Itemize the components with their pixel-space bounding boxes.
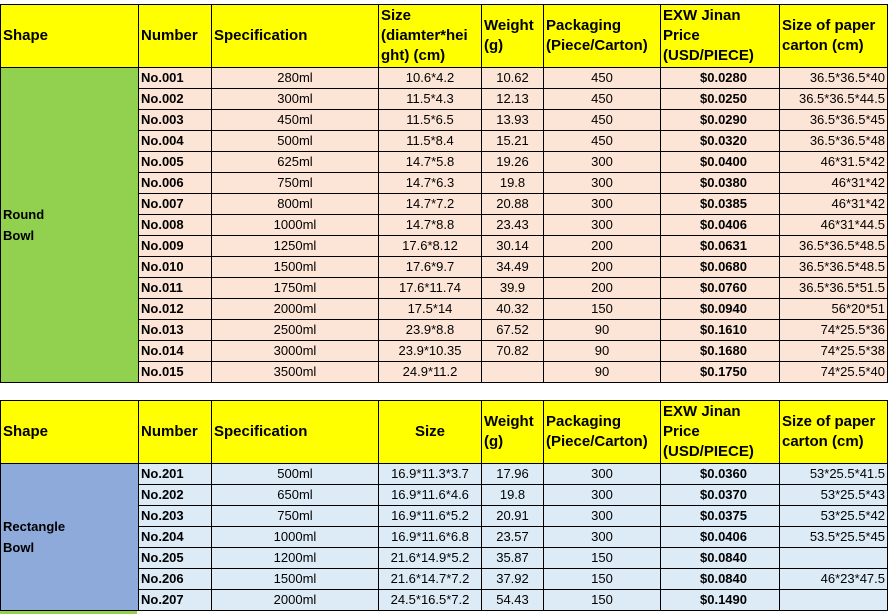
price-cell: $0.0680: [661, 257, 780, 278]
number-cell: No.010: [139, 257, 212, 278]
weight-cell: 67.52: [482, 320, 544, 341]
carton-size-cell: 46*31*44.5: [780, 215, 888, 236]
number-cell: No.013: [139, 320, 212, 341]
weight-cell: 19.8: [482, 173, 544, 194]
size-cell: 24.9*11.2: [379, 362, 482, 383]
packaging-cell: 300: [544, 506, 661, 527]
size-cell: 23.9*8.8: [379, 320, 482, 341]
size-cell: 17.6*11.74: [379, 278, 482, 299]
header-number: Number: [139, 401, 212, 464]
carton-size-cell: 53*25.5*41.5: [780, 464, 888, 485]
shape-label: [1, 68, 139, 383]
carton-size-cell: 46*31.5*42: [780, 152, 888, 173]
weight-cell: 23.57: [482, 527, 544, 548]
header-price: EXW Jinan Price (USD/PIECE): [661, 5, 780, 68]
carton-size-cell: 36.5*36.5*45: [780, 110, 888, 131]
packaging-cell: 450: [544, 68, 661, 89]
shape-label-line: Bowl: [3, 540, 35, 555]
number-cell: No.008: [139, 215, 212, 236]
specification-cell: 1200ml: [212, 548, 379, 569]
shape-label-line: Bowl: [3, 228, 35, 243]
packaging-cell: 200: [544, 236, 661, 257]
carton-size-cell: 36.5*36.5*48.5: [780, 257, 888, 278]
packaging-cell: 300: [544, 194, 661, 215]
size-cell: 24.5*16.5*7.2: [379, 590, 482, 611]
header-specification: Specification: [212, 5, 379, 68]
specification-cell: 1000ml: [212, 215, 379, 236]
carton-size-cell: 46*31*42: [780, 173, 888, 194]
packaging-cell: 450: [544, 131, 661, 152]
carton-size-cell: 36.5*36.5*40: [780, 68, 888, 89]
number-cell: No.201: [139, 464, 212, 485]
header-weight: Weight (g): [482, 401, 544, 464]
price-cell: $0.0370: [661, 485, 780, 506]
specification-cell: 500ml: [212, 131, 379, 152]
weight-cell: 13.93: [482, 110, 544, 131]
carton-size-cell: 46*23*47.5: [780, 569, 888, 590]
header-price: EXW Jinan Price (USD/PIECE): [661, 401, 780, 464]
header-carton: Size of paper carton (cm): [780, 401, 888, 464]
price-cell: $0.0406: [661, 527, 780, 548]
weight-cell: 17.96: [482, 464, 544, 485]
round-bowl-table: [0, 4, 888, 383]
price-cell: $0.0280: [661, 68, 780, 89]
specification-cell: 1000ml: [212, 527, 379, 548]
table-row: [1, 464, 888, 485]
carton-size-cell: 53.5*25.5*45: [780, 527, 888, 548]
size-cell: 16.9*11.3*3.7: [379, 464, 482, 485]
number-cell: No.204: [139, 527, 212, 548]
weight-cell: 39.9: [482, 278, 544, 299]
header-shape: Shape: [1, 5, 139, 68]
specification-cell: 750ml: [212, 506, 379, 527]
price-cell: $0.1490: [661, 590, 780, 611]
weight-cell: 35.87: [482, 548, 544, 569]
packaging-cell: 450: [544, 89, 661, 110]
weight-cell: 40.32: [482, 299, 544, 320]
size-cell: 16.9*11.6*6.8: [379, 527, 482, 548]
price-cell: $0.0631: [661, 236, 780, 257]
specification-cell: 1250ml: [212, 236, 379, 257]
shape-label-line: Round: [3, 207, 45, 222]
header-size-line: Size: [381, 7, 412, 24]
price-cell: $0.0375: [661, 506, 780, 527]
shape-label: [1, 464, 139, 611]
price-cell: $0.0940: [661, 299, 780, 320]
specification-cell: 2000ml: [212, 299, 379, 320]
specification-cell: 625ml: [212, 152, 379, 173]
price-cell: $0.1610: [661, 320, 780, 341]
header-row: [1, 401, 888, 464]
table-row: [1, 68, 888, 89]
specification-cell: 500ml: [212, 464, 379, 485]
packaging-cell: 150: [544, 569, 661, 590]
weight-cell: 54.43: [482, 590, 544, 611]
carton-size-cell: 53*25.5*43: [780, 485, 888, 506]
specification-cell: 2000ml: [212, 590, 379, 611]
number-cell: No.003: [139, 110, 212, 131]
packaging-cell: 300: [544, 527, 661, 548]
number-cell: No.206: [139, 569, 212, 590]
carton-size-cell: 36.5*36.5*44.5: [780, 89, 888, 110]
price-cell: $0.0840: [661, 548, 780, 569]
number-cell: No.001: [139, 68, 212, 89]
number-cell: No.004: [139, 131, 212, 152]
packaging-cell: 150: [544, 299, 661, 320]
specification-cell: 3500ml: [212, 362, 379, 383]
weight-cell: 20.91: [482, 506, 544, 527]
header-size-line: (diamter*hei: [381, 27, 468, 44]
price-cell: $0.0760: [661, 278, 780, 299]
price-cell: $0.0406: [661, 215, 780, 236]
carton-size-cell: 74*25.5*40: [780, 362, 888, 383]
carton-size-cell: 56*20*51: [780, 299, 888, 320]
number-cell: No.202: [139, 485, 212, 506]
specification-cell: 2500ml: [212, 320, 379, 341]
price-cell: $0.1680: [661, 341, 780, 362]
shape-label-line: Rectangle: [3, 519, 66, 534]
weight-cell: 19.26: [482, 152, 544, 173]
header-weight: Weight (g): [482, 5, 544, 68]
packaging-cell: 300: [544, 464, 661, 485]
header-packaging: Packaging (Piece/Carton): [544, 401, 661, 464]
carton-size-cell: 36.5*36.5*48.5: [780, 236, 888, 257]
weight-cell: 34.49: [482, 257, 544, 278]
size-cell: 21.6*14.9*5.2: [379, 548, 482, 569]
weight-cell: 12.13: [482, 89, 544, 110]
carton-size-cell: 74*25.5*36: [780, 320, 888, 341]
packaging-cell: 300: [544, 173, 661, 194]
header-carton: Size of paper carton (cm): [780, 5, 888, 68]
size-cell: 16.9*11.6*4.6: [379, 485, 482, 506]
size-cell: 21.6*14.7*7.2: [379, 569, 482, 590]
number-cell: No.012: [139, 299, 212, 320]
weight-cell: 19.8: [482, 485, 544, 506]
size-cell: 10.6*4.2: [379, 68, 482, 89]
number-cell: No.006: [139, 173, 212, 194]
header-specification: Specification: [212, 401, 379, 464]
weight-cell: 20.88: [482, 194, 544, 215]
header-size-line: ght) (cm): [381, 47, 446, 64]
price-cell: $0.0380: [661, 173, 780, 194]
number-cell: No.009: [139, 236, 212, 257]
specification-cell: 650ml: [212, 485, 379, 506]
size-cell: 14.7*8.8: [379, 215, 482, 236]
header-packaging: Packaging (Piece/Carton): [544, 5, 661, 68]
packaging-cell: 300: [544, 152, 661, 173]
weight-cell: 15.21: [482, 131, 544, 152]
number-cell: No.011: [139, 278, 212, 299]
packaging-cell: 200: [544, 257, 661, 278]
size-cell: 17.6*8.12: [379, 236, 482, 257]
carton-size-cell: 53*25.5*42: [780, 506, 888, 527]
packaging-cell: 150: [544, 548, 661, 569]
weight-cell: 10.62: [482, 68, 544, 89]
weight-cell: 37.92: [482, 569, 544, 590]
carton-size-cell: 36.5*36.5*51.5: [780, 278, 888, 299]
specification-cell: 750ml: [212, 173, 379, 194]
packaging-cell: 200: [544, 278, 661, 299]
size-cell: 11.5*6.5: [379, 110, 482, 131]
number-cell: No.203: [139, 506, 212, 527]
header-number: Number: [139, 5, 212, 68]
price-cell: $0.0320: [661, 131, 780, 152]
price-cell: $0.0840: [661, 569, 780, 590]
price-cell: $0.0250: [661, 89, 780, 110]
specification-cell: 450ml: [212, 110, 379, 131]
price-cell: $0.0400: [661, 152, 780, 173]
packaging-cell: 150: [544, 590, 661, 611]
carton-size-cell: 36.5*36.5*48: [780, 131, 888, 152]
packaging-cell: 90: [544, 362, 661, 383]
specification-cell: 1750ml: [212, 278, 379, 299]
size-cell: 17.6*9.7: [379, 257, 482, 278]
price-cell: $0.1750: [661, 362, 780, 383]
number-cell: No.005: [139, 152, 212, 173]
packaging-cell: 450: [544, 110, 661, 131]
price-cell: $0.0360: [661, 464, 780, 485]
size-cell: 11.5*4.3: [379, 89, 482, 110]
packaging-cell: 90: [544, 320, 661, 341]
weight-cell: [482, 362, 544, 383]
weight-cell: 30.14: [482, 236, 544, 257]
rectangle-bowl-table: [0, 400, 888, 611]
carton-size-cell: 74*25.5*38: [780, 341, 888, 362]
size-cell: 17.5*14: [379, 299, 482, 320]
number-cell: No.002: [139, 89, 212, 110]
size-cell: 14.7*6.3: [379, 173, 482, 194]
number-cell: No.207: [139, 590, 212, 611]
number-cell: No.015: [139, 362, 212, 383]
packaging-cell: 90: [544, 341, 661, 362]
price-cell: $0.0385: [661, 194, 780, 215]
size-cell: 16.9*11.6*5.2: [379, 506, 482, 527]
size-cell: 14.7*5.8: [379, 152, 482, 173]
packaging-cell: 300: [544, 215, 661, 236]
specification-cell: 280ml: [212, 68, 379, 89]
size-cell: 23.9*10.35: [379, 341, 482, 362]
header-size: [379, 5, 482, 68]
size-cell: 14.7*7.2: [379, 194, 482, 215]
price-cell: $0.0290: [661, 110, 780, 131]
number-cell: No.205: [139, 548, 212, 569]
header-shape: Shape: [1, 401, 139, 464]
size-cell: 11.5*8.4: [379, 131, 482, 152]
weight-cell: 70.82: [482, 341, 544, 362]
specification-cell: 1500ml: [212, 257, 379, 278]
header-row: [1, 5, 888, 68]
table-spacer: [0, 383, 890, 400]
specification-cell: 800ml: [212, 194, 379, 215]
carton-size-cell: [780, 590, 888, 611]
packaging-cell: 300: [544, 485, 661, 506]
number-cell: No.007: [139, 194, 212, 215]
specification-cell: 300ml: [212, 89, 379, 110]
header-size: Size: [379, 401, 482, 464]
carton-size-cell: 46*31*42: [780, 194, 888, 215]
weight-cell: 23.43: [482, 215, 544, 236]
specification-cell: 3000ml: [212, 341, 379, 362]
number-cell: No.014: [139, 341, 212, 362]
specification-cell: 1500ml: [212, 569, 379, 590]
carton-size-cell: [780, 548, 888, 569]
